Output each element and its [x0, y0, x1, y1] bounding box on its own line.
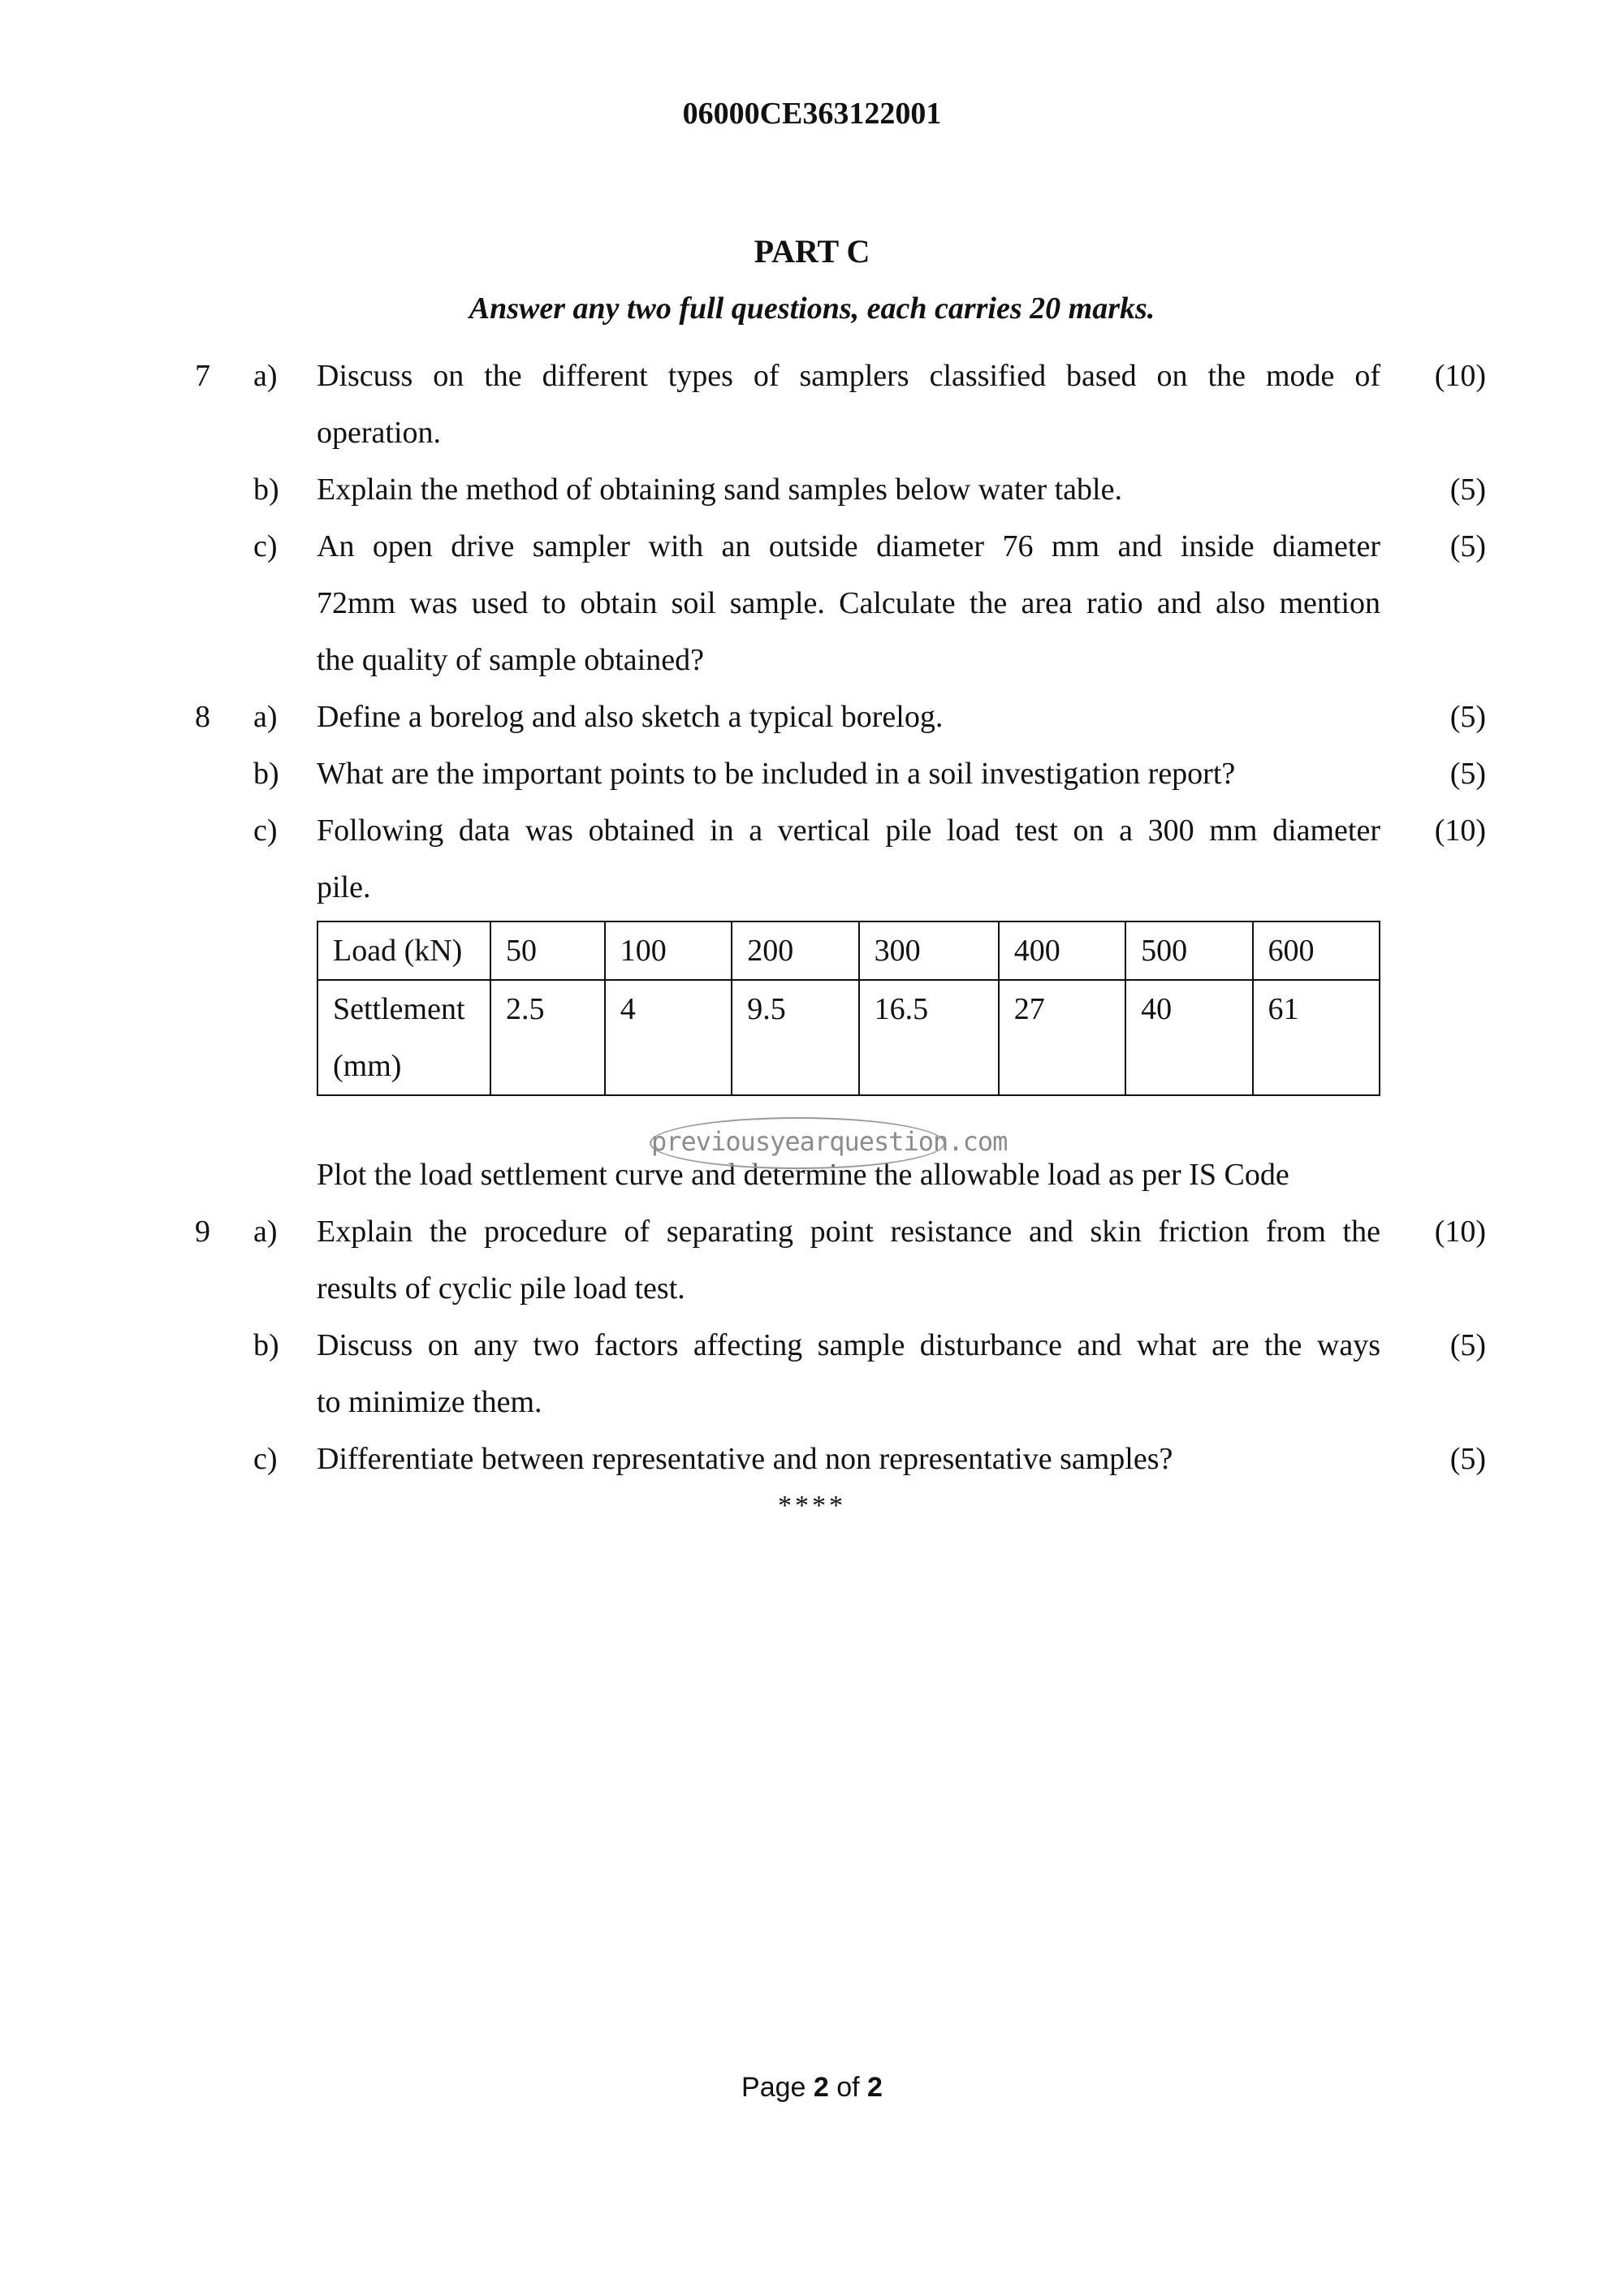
footer-prefix: Page [741, 2072, 814, 2103]
sub-label: c) [253, 529, 278, 563]
marks: (5) [1449, 757, 1486, 791]
question-text: Define a borelog and also sketch a typical borelog. [317, 700, 944, 734]
table-cell: 2.5 [490, 980, 605, 1095]
marks: (10) [1434, 359, 1486, 393]
sub-label: b) [253, 757, 279, 791]
question-number: 7 [195, 359, 210, 393]
question-text: operation. [317, 416, 442, 450]
question-text: Following data was obtained in a vertical pile load test on a 300 mm diameter [317, 814, 1380, 848]
question-text: Explain the method of obtaining sand samples below water table. [317, 473, 1122, 507]
question-number: 9 [195, 1215, 210, 1249]
sub-label: c) [253, 814, 278, 848]
page-current: 2 [813, 2072, 829, 2103]
table-cell: 16.5 [859, 980, 999, 1095]
table-cell: 4 [605, 980, 732, 1095]
row-header: Load (kN) [317, 921, 490, 980]
page-footer [0, 2072, 1624, 2104]
end-marker: **** [778, 1491, 846, 1521]
watermark: previousyearquestion.com [650, 1117, 945, 1169]
row-header-line: (mm) [333, 1049, 402, 1083]
question-text: Explain the procedure of separating point resistance and skin friction from the [317, 1215, 1380, 1249]
part-instruction: Answer any two full questions, each carries 20 marks. [469, 291, 1155, 326]
table-cell: 400 [999, 921, 1125, 980]
marks: (5) [1449, 700, 1486, 734]
table-cell: 40 [1125, 980, 1252, 1095]
question-text: Discuss on the different types of samplers classified based on the mode of [317, 359, 1380, 393]
row-header [317, 980, 490, 1095]
table-cell: 100 [605, 921, 732, 980]
question-text: Discuss on any two factors affecting sample disturbance and what are the ways [317, 1328, 1380, 1362]
table-cell: 27 [999, 980, 1125, 1095]
footer-middle: of [828, 2072, 868, 2103]
sub-label: c) [253, 1442, 278, 1476]
table-row [317, 921, 1380, 980]
question-text: 72mm was used to obtain soil sample. Calculate the area ratio and also mention [317, 586, 1380, 620]
question-text: What are the important points to be included in a soil investigation report? [317, 757, 1236, 791]
marks: (5) [1449, 473, 1486, 507]
question-text: pile. [317, 870, 371, 904]
table-cell: 600 [1253, 921, 1380, 980]
row-header-line: Settlement [333, 992, 465, 1026]
question-text: Differentiate between representative and non representative samples? [317, 1442, 1173, 1476]
sub-label: a) [253, 1215, 278, 1249]
table-row [317, 980, 1380, 1095]
question-text: the quality of sample obtained? [317, 643, 704, 677]
paper-code: 06000CE363122001 [682, 97, 942, 131]
pile-load-table [317, 921, 1380, 1096]
sub-label: b) [253, 1328, 279, 1362]
question-text: An open drive sampler with an outside diameter 76 mm and inside diameter [317, 529, 1380, 563]
question-text: to minimize them. [317, 1385, 542, 1419]
table-cell: 500 [1125, 921, 1252, 980]
sub-label: a) [253, 359, 278, 393]
table-cell: 50 [490, 921, 605, 980]
question-text: results of cyclic pile load test. [317, 1271, 685, 1306]
marks: (5) [1449, 1442, 1486, 1476]
sub-label: a) [253, 700, 278, 734]
page-total: 2 [867, 2072, 883, 2103]
table-cell: 300 [859, 921, 999, 980]
marks: (10) [1434, 1215, 1486, 1249]
part-title: PART C [754, 233, 870, 270]
marks: (10) [1434, 814, 1486, 848]
table-cell: 61 [1253, 980, 1380, 1095]
marks: (5) [1449, 529, 1486, 563]
question-text: Plot the load settlement curve and determine the allowable load as per IS Code [317, 1158, 1289, 1192]
marks: (5) [1449, 1328, 1486, 1362]
table-cell: 9.5 [732, 980, 858, 1095]
table-cell: 200 [732, 921, 858, 980]
sub-label: b) [253, 473, 279, 507]
question-number: 8 [195, 700, 210, 734]
